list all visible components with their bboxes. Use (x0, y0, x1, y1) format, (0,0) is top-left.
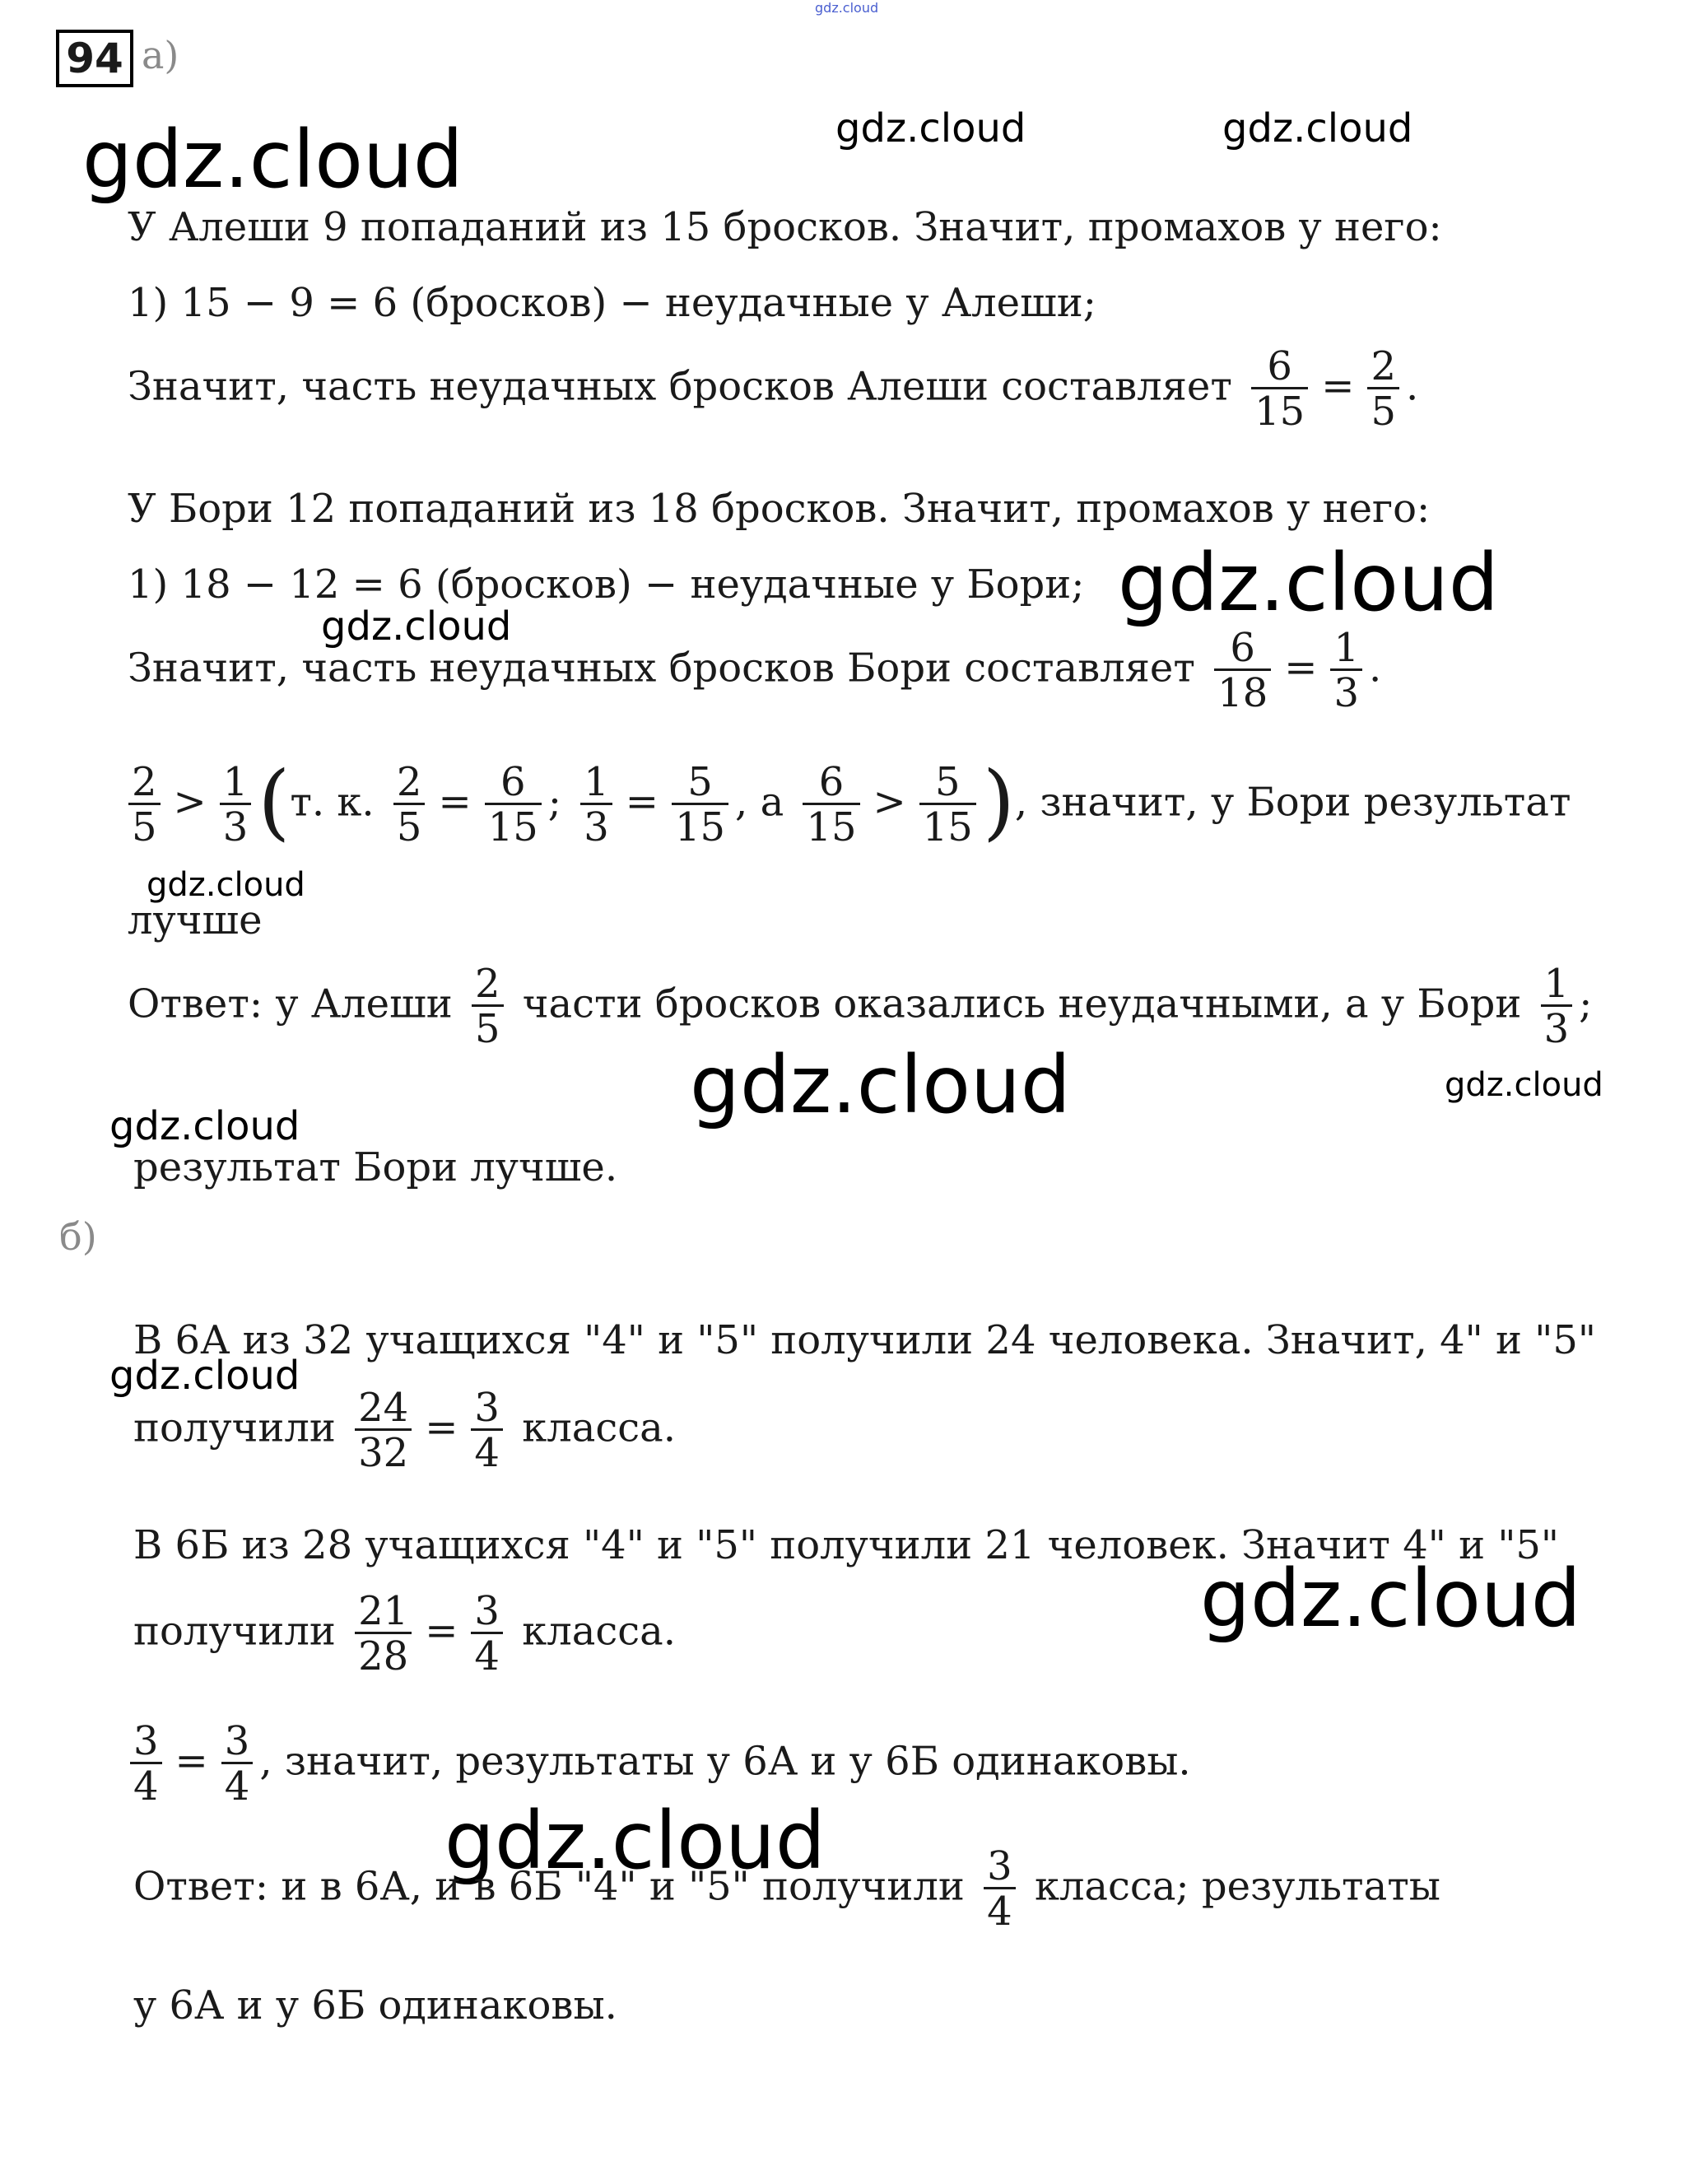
fraction: $\frac{3}{4}$ (130, 1721, 162, 1808)
watermark-small-6: gdz.cloud (109, 1103, 300, 1149)
part-b-label: б) (59, 1214, 97, 1259)
comparison-tail: , значит, у Бори результат (1014, 779, 1571, 826)
fraction: $\frac{1}{3}$ (1330, 627, 1362, 715)
watermark-small-5: gdz.cloud (1445, 1066, 1603, 1104)
since-word: т. к. (290, 779, 375, 826)
part-a-line-3: Значит, часть неудачных бросков Алеши составляет $\frac{6}{15}$ = $\frac{2}{5}$ . (128, 343, 1419, 436)
watermark-large-3: gdz.cloud (690, 1039, 1071, 1131)
watermark-large-2: gdz.cloud (1118, 537, 1499, 629)
part-b-line-4: получили $\frac{21}{28}$ = $\frac{3}{4}$ класса. (133, 1588, 676, 1680)
watermark-large-4: gdz.cloud (1200, 1553, 1581, 1645)
and-word: а (760, 779, 784, 826)
part-b-answer: Ответ: и в 6А, и в 6Б "4" и "5" получили $\frac{3}{4}$ класса; результаты (133, 1843, 1440, 1935)
part-b-line-1: В 6А из 32 учащихся "4" и "5" получили 24 человека. Значит, 4" и "5" (133, 1317, 1596, 1363)
fraction: $\frac{3}{4}$ (221, 1721, 254, 1808)
fraction: $\frac{24}{32}$ (355, 1387, 412, 1474)
fraction: $\frac{3}{4}$ (471, 1387, 503, 1474)
task-number-box (56, 30, 133, 87)
part-a-answer: Ответ: у Алеши $\frac{2}{5}$ части бросков оказались неудачными, а у Бори $\frac{1}{3}$ ; (128, 961, 1593, 1053)
watermark-tiny: gdz.cloud (815, 0, 879, 16)
part-a-line-6: Значит, часть неудачных бросков Бори составляет $\frac{6}{18}$ = $\frac{1}{3}$ . (128, 625, 1382, 717)
watermark-small-7: gdz.cloud (109, 1353, 300, 1399)
fraction: $\frac{3}{4}$ (984, 1846, 1016, 1933)
part-b-line-2: получили $\frac{24}{32}$ = $\frac{3}{4}$ класса. (133, 1385, 676, 1477)
part-a-line-4: У Бори 12 попаданий из 18 бросков. Значит, промахов у него: (128, 486, 1431, 532)
part-a-line-3-text: Значит, часть неудачных бросков Алеши составляет (128, 363, 1232, 410)
watermark-small-4: gdz.cloud (147, 866, 305, 904)
part-a-comparison: $\frac{2}{5}$ > $\frac{1}{3}$ (т. к. $\frac{2}{5}$ = $\frac{6}{15}$ ; $\frac{1}{3}$ = $\frac{5}{15}$ , а $\frac{6}{15}$ > $\frac{5}{15}$ ), значит, у Бори результат (122, 762, 1571, 849)
fraction: $\frac{21}{28}$ (355, 1591, 412, 1678)
fraction: $\frac{3}{4}$ (471, 1591, 503, 1678)
fraction: $\frac{6}{18}$ (1214, 627, 1271, 715)
part-a-label: а) (142, 33, 179, 77)
watermark-large-1: gdz.cloud (82, 114, 463, 206)
task-number: 94 (66, 35, 123, 82)
part-a-line-5: 1) 18 − 12 = 6 (бросков) − неудачные у Бори; (128, 561, 1085, 608)
fraction: $\frac{1}{3}$ (1541, 963, 1573, 1050)
part-b-line-3: В 6Б из 28 учащихся "4" и "5" получили 21 человек. Значит 4" и "5" (133, 1522, 1560, 1568)
part-a-line-2: 1) 15 − 9 = 6 (бросков) − неудачные у Алеши; (128, 280, 1096, 326)
watermark-small-1: gdz.cloud (835, 105, 1026, 151)
part-b-answer-end: у 6А и у 6Б одинаковы. (133, 1982, 617, 2029)
fraction: $\frac{6}{15}$ (1251, 346, 1308, 433)
part-a-line-1: У Алеши 9 попаданий из 15 бросков. Значит, промахов у него: (128, 204, 1442, 250)
watermark-small-3: gdz.cloud (321, 603, 512, 650)
watermark-small-2: gdz.cloud (1222, 105, 1413, 151)
part-a-answer-end: результат Бори лучше. (133, 1144, 618, 1190)
part-a-comparison-end: лучше (128, 897, 263, 943)
part-b-line-5: $\frac{3}{4}$ = $\frac{3}{4}$ , значит, результаты у 6А и у 6Б одинаковы. (123, 1721, 1191, 1808)
part-a-line-6-text: Значит, часть неудачных бросков Бори составляет (128, 645, 1195, 692)
fraction: $\frac{2}{5}$ (1367, 346, 1399, 433)
watermark-large-5: gdz.cloud (444, 1795, 826, 1887)
fraction: $\frac{2}{5}$ (472, 963, 504, 1050)
